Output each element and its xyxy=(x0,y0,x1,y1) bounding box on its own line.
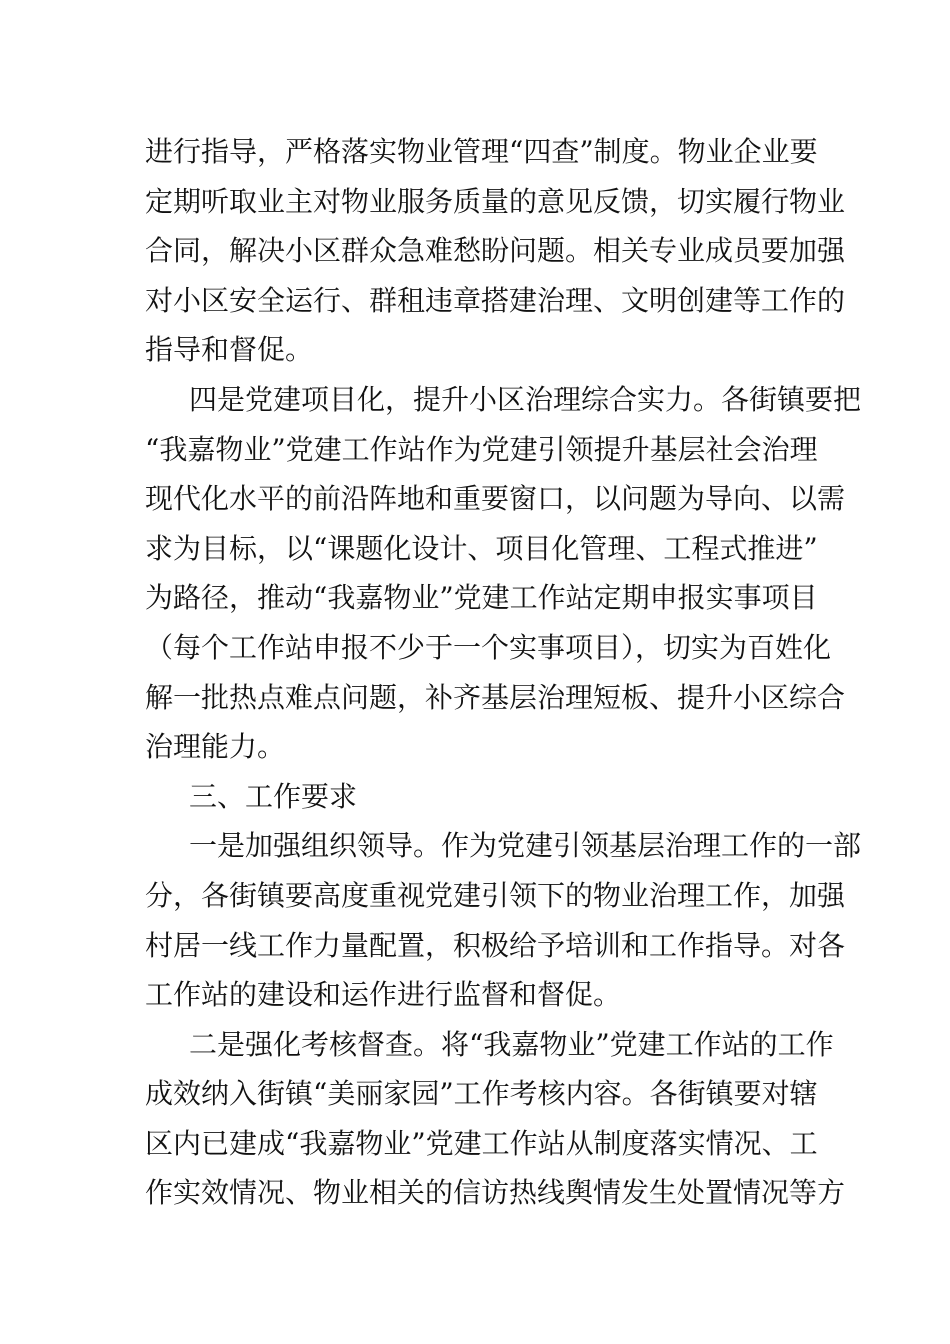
paragraph-line: 对小区安全运行、群租违章搭建治理、文明创建等工作的 xyxy=(145,283,846,317)
paragraph-line: 一是加强组织领导。作为党建引领基层治理工作的一部 xyxy=(189,829,862,863)
document-body xyxy=(145,127,862,1218)
paragraph-line: 现代化水平的前沿阵地和重要窗口，以问题为导向、以需 xyxy=(145,482,846,516)
paragraph-line: 作实效情况、物业相关的信访热线舆情发生处置情况等方 xyxy=(145,1176,846,1210)
paragraph-line: 村居一线工作力量配置，积极给予培训和工作指导。对各 xyxy=(145,928,846,962)
paragraph-line: （每个工作站申报不少于一个实事项目），切实为百姓化 xyxy=(145,630,832,664)
paragraph-line: 进行指导，严格落实物业管理“四查”制度。物业企业要 xyxy=(145,135,818,168)
paragraph-line: 工作站的建设和运作进行监督和督促。 xyxy=(145,978,622,1012)
paragraph-line: 分，各街镇要高度重视党建引领下的物业治理工作，加强 xyxy=(145,878,846,912)
paragraph-line: 成效纳入街镇“美丽家园”工作考核内容。各街镇要对辖 xyxy=(145,1077,818,1111)
paragraph-line: 治理能力。 xyxy=(145,730,286,764)
paragraph-line: 区内已建成“我嘉物业”党建工作站从制度落实情况、工 xyxy=(145,1126,818,1160)
section-heading: 三、工作要求 xyxy=(189,779,358,813)
paragraph-line: 指导和督促。 xyxy=(145,333,314,367)
paragraph-line: 合同，解决小区群众急难愁盼问题。相关专业成员要加强 xyxy=(145,234,846,268)
paragraph-line: “我嘉物业”党建工作站作为党建引领提升基层社会治理 xyxy=(145,432,818,466)
paragraph-line: 四是党建项目化，提升小区治理综合实力。各街镇要把 xyxy=(189,382,862,416)
paragraph-line: 求为目标，以“课题化设计、项目化管理、工程式推进” xyxy=(145,531,818,565)
paragraph-line: 为路径，推动“我嘉物业”党建工作站定期申报实事项目 xyxy=(145,581,818,615)
paragraph-line: 二是强化考核督查。将“我嘉物业”党建工作站的工作 xyxy=(189,1027,834,1061)
paragraph-line: 定期听取业主对物业服务质量的意见反馈，切实履行物业 xyxy=(145,184,846,218)
paragraph-line: 解一批热点难点问题，补齐基层治理短板、提升小区综合 xyxy=(145,680,846,714)
